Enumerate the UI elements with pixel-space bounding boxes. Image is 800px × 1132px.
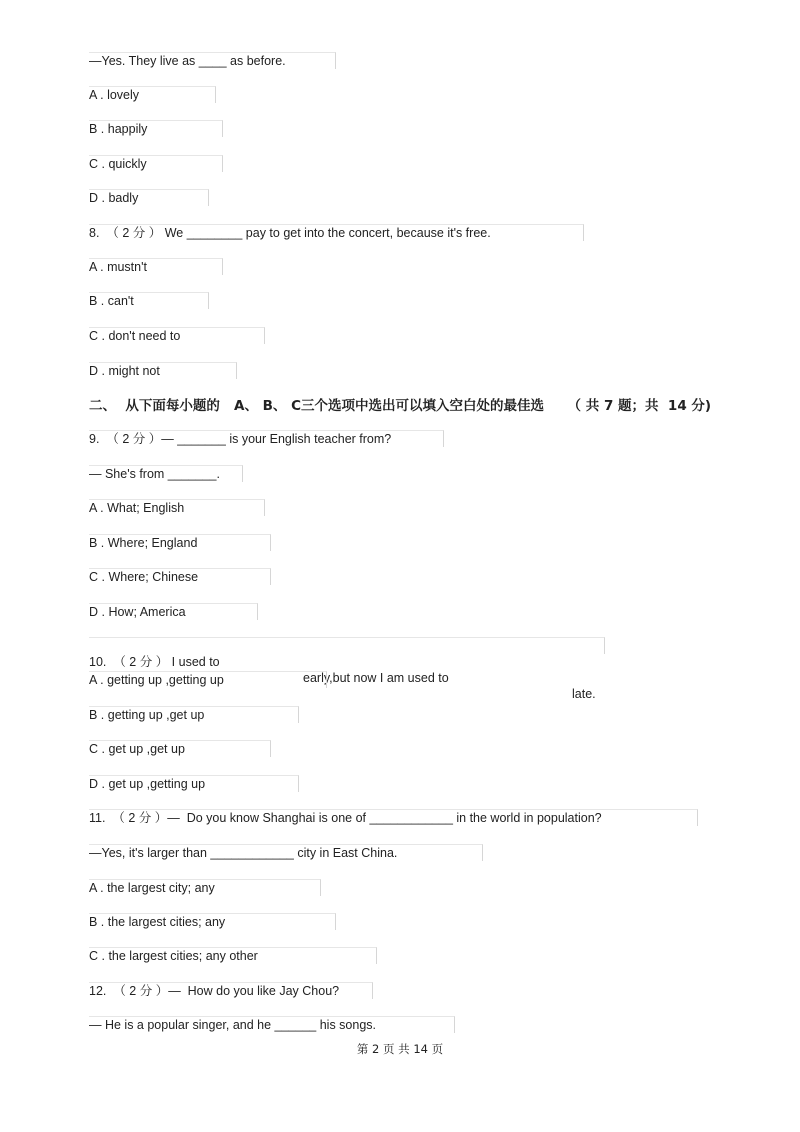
q9-option-c[interactable]: C . Where; Chinese xyxy=(89,570,199,584)
q10-stem-part2: early,but now I am used to xyxy=(303,671,449,685)
q12-dialogue-line: — He is a popular singer, and he ______ his songs. xyxy=(89,1018,376,1032)
q9-stem: 9. （ 2 分 ）— _______ is your English teacher from? xyxy=(89,432,392,446)
q11-option-a[interactable]: A . the largest city; any xyxy=(89,881,215,895)
q10-option-d[interactable]: D . get up ,getting up xyxy=(89,777,206,791)
q9-option-a[interactable]: A . What; English xyxy=(89,501,185,515)
page-footer: 第 2 页 共 14 页 xyxy=(356,1042,444,1056)
q8-option-c[interactable]: C . don't need to xyxy=(89,329,181,343)
q7-option-c[interactable]: C . quickly xyxy=(89,157,147,171)
q11-stem: 11. （ 2 分 ）— Do you know Shanghai is one of ____________ in the world in population? xyxy=(89,811,602,825)
q8-option-d[interactable]: D . might not xyxy=(89,364,160,378)
q10-option-a[interactable]: A . getting up ,getting up xyxy=(89,673,224,687)
q10-option-c[interactable]: C . get up ,get up xyxy=(89,742,185,756)
q10-stem-part1: 10. （ 2 分 ） I used to xyxy=(89,655,220,669)
q7-option-a[interactable]: A . lovely xyxy=(89,88,140,102)
q12-stem: 12. （ 2 分 ）— How do you like Jay Chou? xyxy=(89,984,340,998)
q8-stem: 8. （ 2 分 ） We ________ pay to get into the concert, because it's free. xyxy=(89,226,491,240)
q11-option-b[interactable]: B . the largest cities; any xyxy=(89,915,226,929)
q9-option-b[interactable]: B . Where; England xyxy=(89,536,198,550)
q7-option-d[interactable]: D . badly xyxy=(89,191,139,205)
q7-dialogue-line: —Yes. They live as ____ as before. xyxy=(89,54,286,68)
q11-dialogue-line: —Yes, it's larger than ____________ city in East China. xyxy=(89,846,398,860)
section-heading: 二、 从下面每小题的 A、 B、 C三个选项中选出可以填入空白处的最佳选 （ 共 7 题；共 14 分) xyxy=(89,398,712,414)
q10-stem-part3: late. xyxy=(572,687,596,701)
q8-option-a[interactable]: A . mustn't xyxy=(89,260,147,274)
q9-dialogue-line: — She's from _______. xyxy=(89,467,220,481)
q9-option-d[interactable]: D . How; America xyxy=(89,605,186,619)
q10-option-b[interactable]: B . getting up ,get up xyxy=(89,708,205,722)
q8-option-b[interactable]: B . can't xyxy=(89,294,134,308)
q7-option-b[interactable]: B . happily xyxy=(89,122,148,136)
q11-option-c[interactable]: C . the largest cities; any other xyxy=(89,949,258,963)
